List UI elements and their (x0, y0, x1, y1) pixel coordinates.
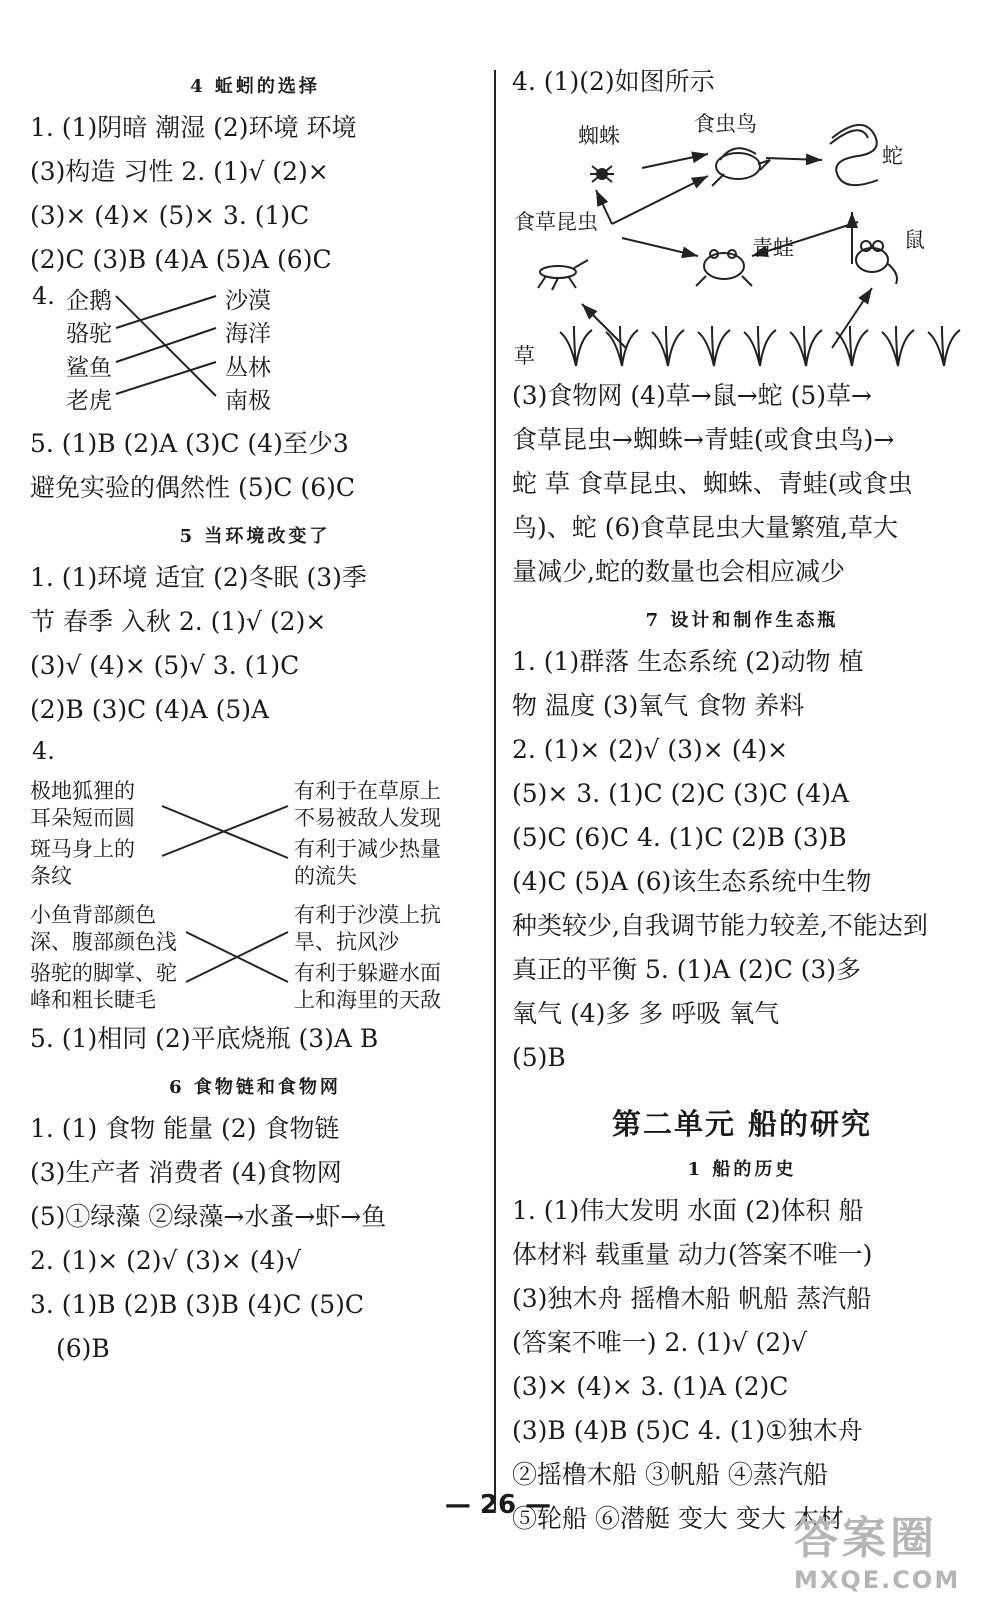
answer-line: (3)B (4)B (5)C 4. (1)①独木舟 (512, 1416, 863, 1445)
answer-line: (5)①绿藻 ②绿藻→水蚤→虾→鱼 (30, 1202, 387, 1231)
answer-line: 食草昆虫→蜘蛛→青蛙(或食虫鸟)→ (512, 425, 895, 454)
answer-line: 5. (1)相同 (2)平底烧瓶 (3)A B (30, 1024, 379, 1053)
match-right-item: 沙漠 (225, 288, 271, 314)
match-right-item: 海洋 (225, 321, 271, 347)
answer-line: (5)× 3. (1)C (2)C (3)C (4)A (512, 779, 850, 808)
match-right-item: 有利于沙漠上抗 旱、抗风沙 (294, 903, 441, 954)
answer-line: (2)B (3)C (4)A (5)A (30, 695, 270, 724)
match-right-item: 丛林 (225, 355, 271, 381)
foodweb-label-snake: 蛇 (882, 144, 903, 168)
answer-line: (3)构造 习性 2. (1)√ (2)× (30, 157, 329, 186)
answer-line: (5)B (512, 1043, 566, 1072)
match-right-item: 有利于在草原上 不易被敌人发现 (294, 779, 441, 830)
match-left-item: 骆驼 (66, 321, 112, 347)
food-web-diagram (512, 104, 972, 374)
match-left-item: 企鹅 (66, 288, 112, 314)
answer-line: 3. (1)B (2)B (3)B (4)C (5)C (30, 1290, 365, 1319)
foodweb-label-bird: 食虫鸟 (694, 112, 757, 136)
match-left-item: 骆驼的脚掌、驼 峰和粗长睫毛 (30, 961, 177, 1012)
answer-line: (2)C (3)B (4)A (5)A (6)C (30, 245, 332, 274)
answer-line: 鸟)、蛇 (6)食草昆虫大量繁殖,草大 (512, 513, 899, 542)
matching-question-animals (30, 282, 480, 422)
watermark-line2: MXQE.COM (794, 1566, 961, 1594)
foodweb-label-mouse: 鼠 (904, 228, 925, 252)
section-title-6: 6 食物链和食物网 (169, 1077, 341, 1098)
unit-title: 第二单元 船的研究 (611, 1107, 873, 1141)
spider-icon (590, 166, 614, 182)
match-left-item: 斑马身上的 条纹 (30, 837, 135, 888)
answer-line: 1. (1)伟大发明 水面 (2)体积 船 (512, 1196, 864, 1225)
answer-line: (3)√ (4)× (5)√ 3. (1)C (30, 651, 300, 680)
question-number: 4. (32, 282, 55, 310)
answer-line: (3)× (4)× (5)× 3. (1)C (30, 201, 310, 230)
answer-line: 体材料 载重量 动力(答案不唯一) (512, 1240, 873, 1269)
answer-line: (3)独木舟 摇橹木船 帆船 蒸汽船 (512, 1284, 872, 1313)
grass-icon (560, 326, 960, 366)
answer-line: 真正的平衡 5. (1)A (2)C (3)多 (512, 955, 862, 984)
page-number: — 26 — (444, 1490, 552, 1520)
watermark-line1: 答案圈 (794, 1513, 938, 1564)
section-title-5: 5 当环境改变了 (179, 526, 331, 547)
answer-line: 种类较少,自我调节能力较差,不能达到 (512, 911, 928, 940)
match-left-item: 极地狐狸的 耳朵短而圆 (30, 779, 135, 830)
answer-line: 2. (1)× (2)√ (3)× (4)× (512, 735, 789, 764)
watermark-logo (794, 1502, 984, 1592)
foodweb-label-frog: 青蛙 (752, 236, 794, 260)
section-title-4: 4 蚯蚓的选择 (190, 76, 320, 97)
foodweb-label-insect: 食草昆虫 (514, 210, 598, 234)
question-number: 4. (32, 737, 55, 765)
match-right-item: 南极 (225, 388, 271, 414)
section-title-boat-history: 1 船的历史 (687, 1159, 797, 1180)
answer-line: (6)B (56, 1334, 110, 1363)
answer-line: 1. (1) 食物 能量 (2) 食物链 (30, 1114, 340, 1143)
answer-line: 量减少,蛇的数量也会相应减少 (512, 557, 845, 586)
left-column (30, 60, 480, 1371)
answer-line: 1. (1)环境 适宜 (2)冬眠 (3)季 (30, 563, 367, 592)
answer-line: ②摇橹木船 ③帆船 ④蒸汽船 (512, 1460, 828, 1489)
answer-line: (3)生产者 消费者 (4)食物网 (30, 1158, 342, 1187)
snake-icon (830, 125, 878, 185)
answer-line: 4. (1)(2)如图所示 (512, 67, 715, 96)
answer-line: (答案不唯一) 2. (1)√ (2)√ (512, 1328, 807, 1357)
foodweb-label-spider: 蜘蛛 (578, 124, 620, 148)
match-left-item: 鲨鱼 (66, 355, 112, 381)
foodweb-label-grass: 草 (514, 344, 535, 368)
answer-line: 物 温度 (3)氧气 食物 养料 (512, 691, 805, 720)
column-divider (494, 70, 496, 1510)
answer-line: 5. (1)B (2)A (3)C (4)至少3 (30, 429, 349, 458)
answer-line: (3)× (4)× 3. (1)A (2)C (512, 1372, 789, 1401)
answer-line: 氧气 (4)多 多 呼吸 氧气 (512, 999, 780, 1028)
answer-line: 1. (1)群落 生态系统 (2)动物 植 (512, 647, 864, 676)
bird-icon (712, 148, 770, 186)
answer-line: 2. (1)× (2)√ (3)× (4)√ (30, 1246, 302, 1275)
answer-line: 节 春季 入秋 2. (1)√ (2)× (30, 607, 327, 636)
answer-line: 避免实验的偶然性 (5)C (6)C (30, 473, 355, 502)
answer-line: 1. (1)阴暗 潮湿 (2)环境 环境 (30, 113, 357, 142)
answer-line: (4)C (5)A (6)该生态系统中生物 (512, 867, 872, 896)
answer-line: ⑤轮船 ⑥潜艇 变大 变大 木材 (512, 1504, 844, 1533)
match-left-item: 老虎 (66, 388, 112, 414)
matching-question-adaptations (30, 732, 480, 1017)
section-title-7: 7 设计和制作生态瓶 (645, 610, 839, 631)
mouse-icon (856, 241, 897, 284)
match-left-item: 小鱼背部颜色 深、腹部颜色浅 (30, 903, 177, 954)
insect-icon (538, 260, 588, 290)
right-column (512, 60, 972, 1541)
match-right-item: 有利于躲避水面 上和海里的天敌 (294, 961, 441, 1012)
answer-line: (5)C (6)C 4. (1)C (2)B (3)B (512, 823, 847, 852)
frog-icon (696, 250, 752, 286)
match-right-item: 有利于减少热量 的流失 (294, 837, 441, 888)
answer-line: (3)食物网 (4)草→鼠→蛇 (5)草→ (512, 381, 872, 410)
answer-line: 蛇 草 食草昆虫、蜘蛛、青蛙(或食虫 (512, 469, 913, 498)
